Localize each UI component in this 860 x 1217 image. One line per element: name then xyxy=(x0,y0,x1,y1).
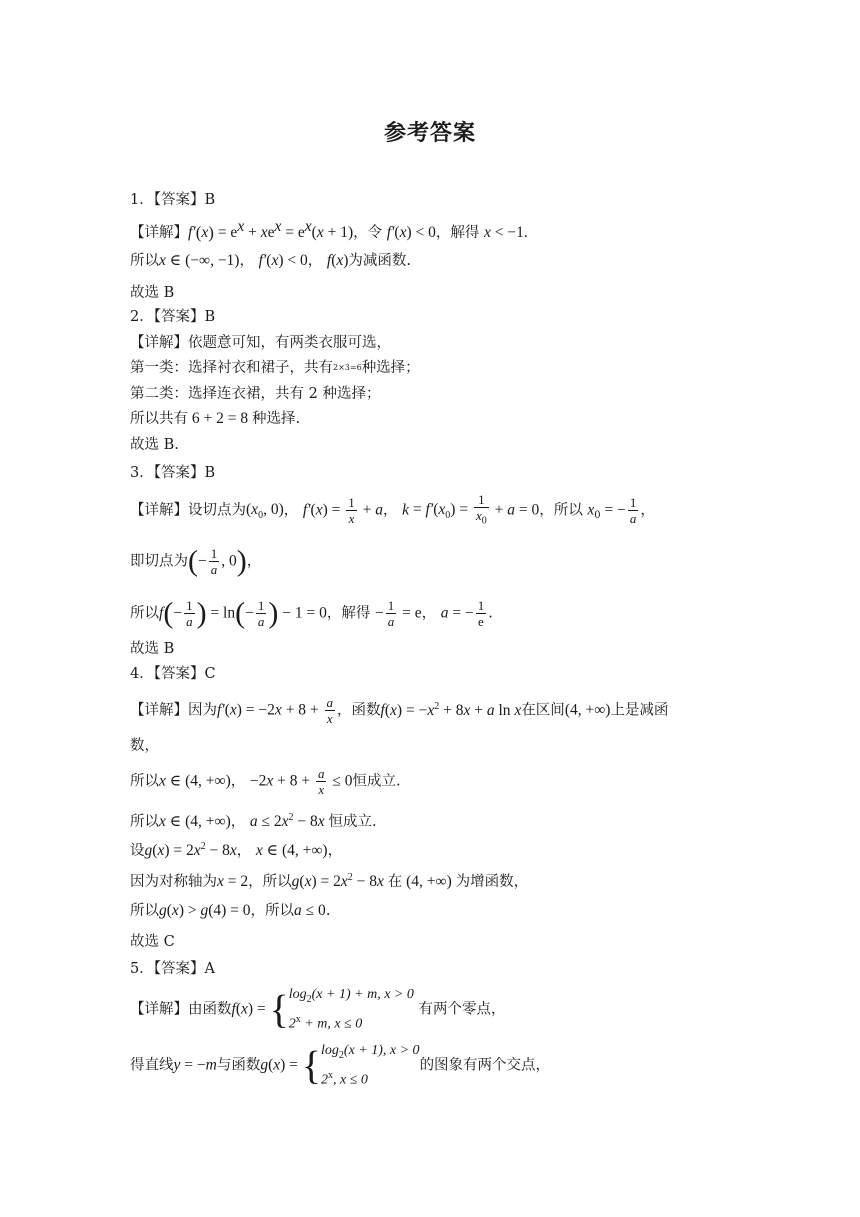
q1-answer: 1．【答案】B xyxy=(130,192,216,208)
q3-line3: 所以f(− $\frac{1}{a}$ ) = ln(− $\frac{1}{a}$ ) − 1 = 0，解得 − $\frac{1}{a}$ = e， a = − $\frac{1}{e}$ . xyxy=(130,596,493,630)
q3-line2: 即切点为(− $\frac{1}{a}$ , 0)， xyxy=(130,544,262,578)
q2-answer: 2．【答案】B xyxy=(130,309,216,325)
q4-line7: 所以g(x) > g(4) = 0，所以a ≤ 0. xyxy=(130,902,331,919)
q1-line2: 所以x ∈ (−∞, −1)， f′(x) < 0， f(x)为减函数. xyxy=(130,252,412,269)
q4-line2: 数， xyxy=(130,738,159,754)
q1-conclusion: 故选 B xyxy=(130,285,175,301)
q5-answer: 5．【答案】A xyxy=(130,961,215,977)
q5-line2: 得直线y = −m与函数g(x) = { $\log_2(x + 1)$, x > 0 2$^x$, x ≤ 0 的图象有两个交点， xyxy=(130,1042,551,1088)
q4-line6: 因为对称轴为x = 2，所以$g(x) = 2x^2 - 8x$ 在 (4, +∞) 为增函数， xyxy=(130,872,529,891)
q4-answer: 4．【答案】C xyxy=(130,666,216,682)
q5-line1: 【详解】由函数f(x) = { $\log_2(x + 1) + m$, x > 0 $2^x + m$, x ≤ 0 有两个零点， xyxy=(130,986,506,1032)
q4-line4: 所以x ∈ (4, +∞)， $a \le 2x^2 - 8x$ 恒成立. xyxy=(130,812,377,831)
q1-detail: 【详解】$f'(x) = e^x + xe^x = e^x(x + 1)$，令 f′(x) < 0，解得 x < −1. xyxy=(130,218,528,243)
q3-answer: 3．【答案】B xyxy=(130,465,216,481)
q2-line1: 【详解】依题意可知，有两类衣服可选， xyxy=(130,335,391,351)
q2-conclusion: 故选 B. xyxy=(130,437,179,453)
q2-line3: 第二类：选择连衣裙，共有 2 种选择； xyxy=(130,386,381,402)
q4-line5: 设$g(x) = 2x^2 - 8x$， x ∈ (4, +∞)， xyxy=(130,841,343,860)
q4-line3: 所以x ∈ (4, +∞)， −2x + 8 + $\frac{a}{x}$ ≤ 0恒成立. xyxy=(130,766,401,797)
q4-conclusion: 故选 C xyxy=(130,934,175,950)
page-title: 参考答案 xyxy=(383,121,476,146)
q2-line4: 所以共有 6 + 2 = 8 种选择. xyxy=(130,410,301,427)
q3-conclusion: 故选 B xyxy=(130,641,175,657)
q3-line1: 【详解】设切点为($x_0$, 0)， f′(x) = $\frac{1}{x}$ + a， $k = f'(x_0)$ = $\frac{1}{x_0}$ + a = 0，所以 $x_0$ = − $\frac{1}{a}$ ， xyxy=(130,492,655,527)
q2-line2: 第一类：选择衬衣和裙子，共有2×3=6种选择； xyxy=(130,360,420,376)
q4-line1: 【详解】因为f′(x) = −2x + 8 + $\frac{a}{x}$ ，函数$f(x) = -x^2 + 8x + a$ ln x在区间(4, +∞)上是减函 xyxy=(130,695,669,726)
